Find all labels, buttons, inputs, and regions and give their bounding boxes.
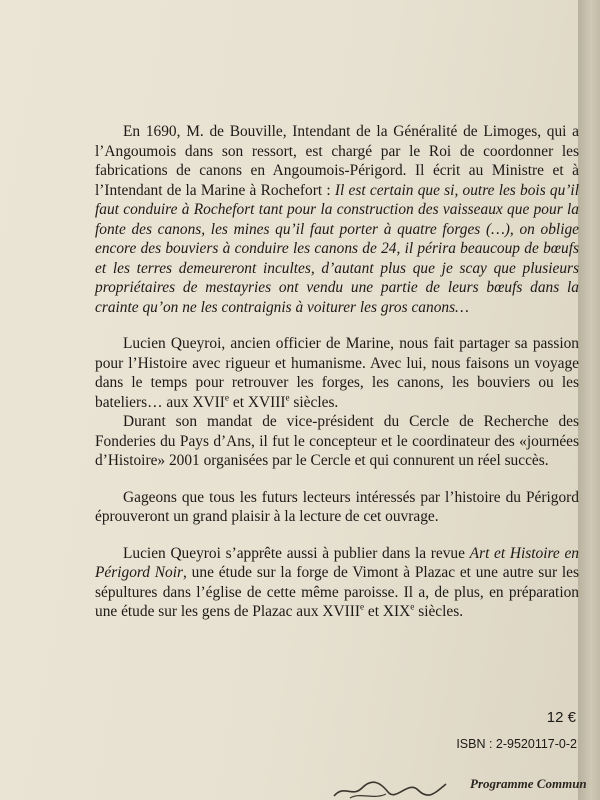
isbn-label: ISBN : 2-9520117-0-2	[456, 737, 577, 751]
paragraph-publication: Lucien Queyroi s’apprête aussi à publier dans la revue Art et Histoire en Périgord Noir, une étude sur la forge de Vimont à Plazac et une autre sur les sépultures dans l’église de cette même paroisse. Il a, de plus, en préparation une étude sur les gens de Plazac aux XVIIIe et XIXe siècles.	[95, 544, 580, 620]
price-label: 12 €	[546, 709, 576, 726]
publisher-logo-icon	[330, 774, 450, 800]
paragraph-mandate: Durant son mandat de vice-président du Cercle de Recherche des Fonderies du Pays d’Ans, il fut le concepteur et le coordinateur des «journées d’Histoire» 2001 organisées par le Cercle et qui connurent un réel succès.	[95, 413, 579, 469]
book-edge	[578, 0, 600, 800]
journal-title: Art et Histoire en Périgord Noir	[95, 544, 579, 581]
paragraph-readers: Gageons que tous les futurs lecteurs intéressés par l’histoire du Périgord éprouveront un grand plaisir à la lecture de cet ouvrage.	[95, 488, 579, 525]
back-cover-text	[95, 122, 579, 622]
programme-label: Programme Commun	[470, 776, 587, 791]
quote-intendant: Il est certain que si, outre les bois qu’il faut conduire à Rochefort tant pour la construction des vaisseaux que pour la fonte des canons, les mines qu’il faut porter à quatre forges (…), on oblige encore des bouviers à conduire les canons de 24, il périra beaucoup de bœufs et les terres demeureront incultes, d’autant plus que je scay que plusieurs propriétaires de mestayries ont vendu une partie de leurs bœufs dans la crainte qu’on ne les contraignis à voiturer les gros canons…	[95, 181, 579, 316]
paragraph-intro: En 1690, M. de Bouville, Intendant de la Généralité de Limoges, qui a l’Angoumois dans son ressort, est chargé par le Roi de coordonner les fabrications de canons en Angoumois-Périgord. Il écrit au Ministre et à l’Intendant de la Marine à Rochefort : Il est certain que si, outre les bois qu’il faut conduire à Rochefort tant pour la construction des vaisseaux que pour la fonte des canons, les mines qu’il faut porter à quatre forges (…), on oblige encore des bouviers à conduire les canons de 24, il périra beaucoup de bœufs et les terres demeureront incultes, d’autant plus que je scay que plusieurs propriétaires de mestayries ont vendu une partie de leurs bœufs dans la crainte qu’on ne les contraignis à voiturer les gros canons…	[95, 123, 579, 316]
paragraph-author: Lucien Queyroi, ancien officier de Marine, nous fait partager sa passion pour l’Histoire avec rigueur et humanisme. Avec lui, nous faisons un voyage dans le temps pour retrouver les forges, les canons, les bouviers ou les bateliers… aux XVIIe et XVIIIe siècles.	[95, 335, 579, 411]
